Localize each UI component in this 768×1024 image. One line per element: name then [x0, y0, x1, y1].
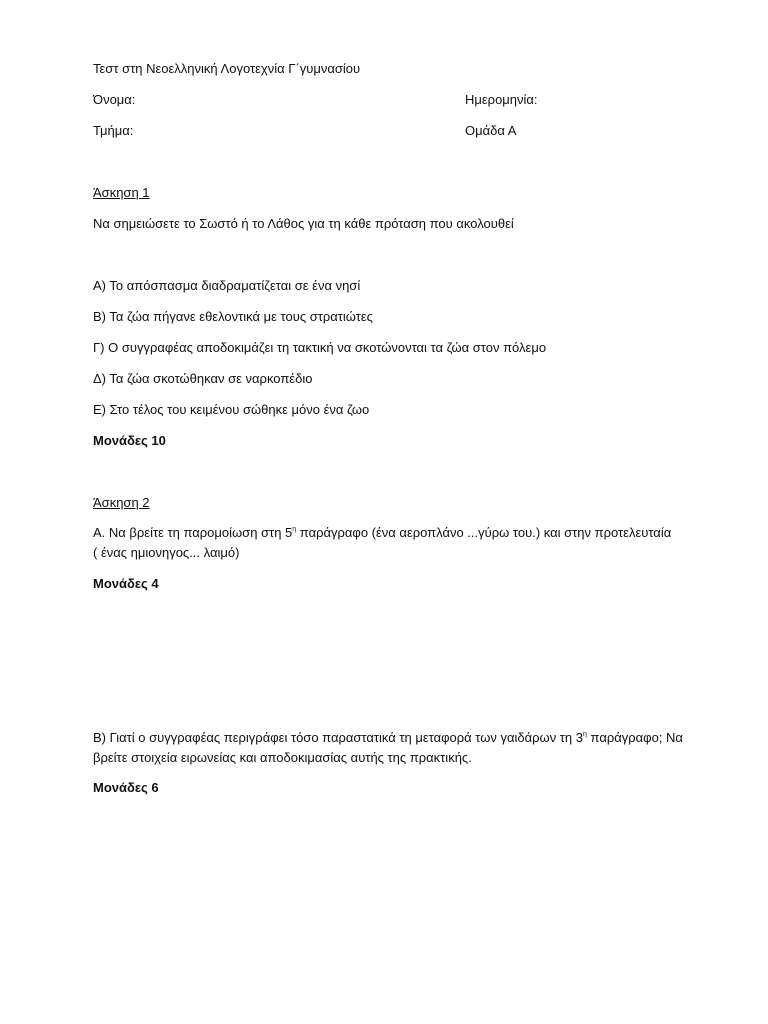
- exercise-1-item-b: Β) Τα ζώα πήγανε εθελοντικά με τους στρατιώτες: [93, 309, 373, 324]
- exercise-1-item-d: Δ) Τα ζώα σκοτώθηκαν σε ναρκοπέδιο: [93, 371, 313, 386]
- exercise-2-part-a-question: [93, 523, 703, 563]
- test-title: Τεστ στη Νεοελληνική Λογοτεχνία Γ΄γυμνασίου: [93, 61, 361, 76]
- exercise-2-part-a-points: Μονάδες 4: [93, 576, 159, 591]
- group-label: Ομάδα Α: [465, 123, 517, 138]
- class-label: Τμήμα:: [93, 123, 134, 138]
- name-label: Όνομα:: [93, 92, 136, 107]
- date-label: Ημερομηνία:: [465, 92, 538, 107]
- exercise-2-part-b-points: Μονάδες 6: [93, 780, 159, 795]
- exercise-2-part-b-sup: η: [583, 731, 587, 738]
- exercise-1-item-a: Α) Το απόσπασμα διαδραματίζεται σε ένα νησί: [93, 278, 361, 293]
- exercise-2-part-b-line-1: [93, 728, 703, 748]
- exercise-1-points: Μονάδες 10: [93, 433, 166, 448]
- exercise-1-item-c: Γ) Ο συγγραφέας αποδοκιμάζει τη τακτική να σκοτώνονται τα ζώα στον πόλεμο: [93, 340, 547, 355]
- exercise-2-part-a-line-2: ( ένας ημιονηγος... λαιμό): [93, 545, 240, 560]
- exercise-1-instruction: Να σημειώσετε το Σωστό ή το Λάθος για τη κάθε πρόταση που ακολουθεί: [93, 216, 514, 231]
- exercise-2-part-a-text: Α. Να βρείτε τη παρομοίωση στη 5: [93, 525, 293, 540]
- exercise-1-item-e: Ε) Στο τέλος του κειμένου σώθηκε μόνο ένα ζωο: [93, 402, 370, 417]
- exercise-2-part-a-line-1: [93, 523, 703, 543]
- exercise-2-part-b-line-2: βρείτε στοιχεία ειρωνείας και αποδοκιμασίας αυτής της πρακτικής.: [93, 750, 472, 765]
- exercise-2-part-b-question: [93, 728, 703, 768]
- exercise-2-heading: Άσκηση 2: [93, 495, 150, 510]
- exercise-2-part-b-text: Β) Γιατί ο συγγραφέας περιγράφει τόσο παραστατικά τη μεταφορά των γαιδάρων τη 3: [93, 730, 584, 745]
- exercise-2-part-b-text-cont: παράγραφο; Να: [586, 730, 683, 745]
- exercise-2-part-a-text-cont: παράγραφο (ένα αεροπλάνο ...γύρω του.) και στην προτελευταία: [296, 525, 672, 540]
- exercise-1-heading: Άσκηση 1: [93, 185, 150, 200]
- exercise-2-part-a-sup: η: [292, 526, 297, 533]
